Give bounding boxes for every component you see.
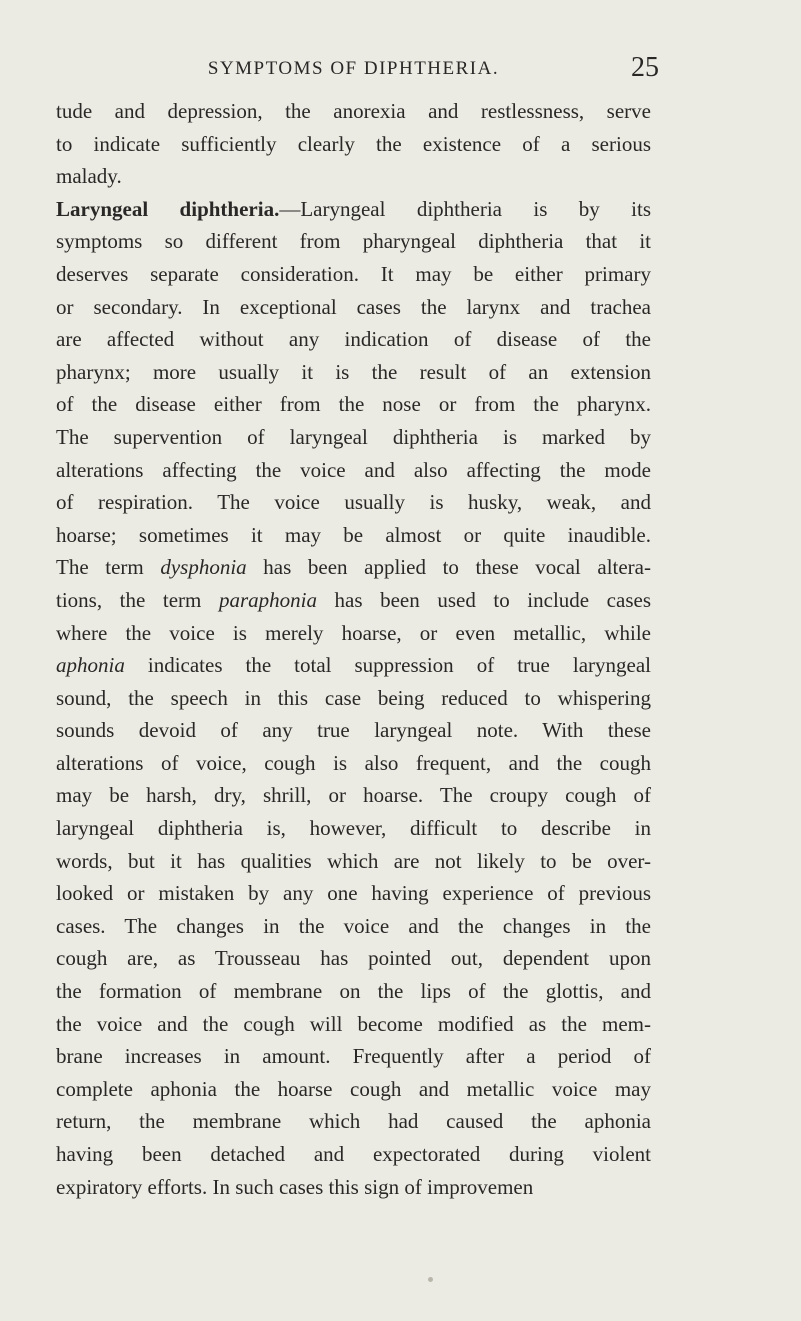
running-title: SYMPTOMS OF DIPHTHERIA.	[207, 58, 500, 79]
text-run: brane increases in amount. Frequently after a period of	[56, 1044, 651, 1069]
text-line	[56, 356, 651, 389]
running-head	[56, 52, 659, 86]
body-text	[56, 95, 651, 1203]
text-line	[56, 388, 651, 421]
text-run: sounds devoid of any true laryngeal note. With these	[56, 718, 651, 743]
italic-term: aphonia	[56, 653, 125, 678]
text-run: tude and depression, the anorexia and restlessness, serve	[56, 99, 651, 123]
text-line	[56, 714, 651, 747]
page-number: 25	[631, 52, 659, 83]
text-run: cases. The changes in the voice and the changes in the	[56, 913, 651, 938]
page-speck	[428, 1277, 433, 1282]
text-line	[56, 649, 651, 682]
text-line	[56, 291, 651, 324]
text-run: looked or mistaken by any one having experience of previous	[56, 881, 651, 906]
text-run: has been applied to these vocal altera-	[246, 555, 651, 580]
text-run: symptoms so different from pharyngeal diphtheria that it	[56, 229, 651, 254]
text-run: complete aphonia the hoarse cough and metallic voice may	[56, 1076, 651, 1101]
text-line	[56, 421, 651, 454]
text-line	[56, 95, 651, 128]
text-run: laryngeal diphtheria is, however, difficult to describe in	[56, 816, 651, 841]
text-line	[56, 845, 651, 878]
text-run: has been used to include cases	[316, 587, 651, 612]
text-line	[56, 1040, 651, 1073]
text-run: of the disease either from the nose or from the pharynx.	[56, 392, 651, 417]
text-line	[56, 747, 651, 780]
text-line	[56, 682, 651, 715]
text-run: the voice and the cough will become modified as the mem-	[56, 1011, 651, 1036]
text-run: deserves separate consideration. It may be either primary	[56, 261, 651, 286]
text-line	[56, 1138, 651, 1171]
text-run: The supervention of laryngeal diphtheria is marked by	[56, 424, 651, 449]
text-run: —Laryngeal diphtheria is by its	[279, 196, 651, 221]
text-run: are affected without any indication of disease of the	[56, 327, 651, 352]
text-line	[56, 1171, 651, 1204]
text-line	[56, 1008, 651, 1041]
text-line	[56, 812, 651, 845]
text-line	[56, 193, 651, 226]
text-run: hoarse; sometimes it may be almost or quite inaudible.	[56, 522, 651, 547]
text-run: return, the membrane which had caused the aphonia	[56, 1109, 651, 1134]
text-run: the formation of membrane on the lips of the glottis, and	[56, 979, 651, 1004]
text-run: where the voice is merely hoarse, or even metallic, while	[56, 620, 651, 645]
text-run: The term	[56, 555, 161, 580]
text-line	[56, 1105, 651, 1138]
text-run: alterations affecting the voice and also affecting the mode	[56, 457, 651, 482]
text-run: words, but it has qualities which are not likely to be over-	[56, 848, 651, 873]
text-run: of respiration. The voice usually is husky, weak, and	[56, 490, 651, 515]
text-line	[56, 779, 651, 812]
text-run: may be harsh, dry, shrill, or hoarse. The croupy cough of	[56, 783, 651, 808]
section-heading: Laryngeal diphtheria.	[56, 196, 280, 221]
text-run: tions, the term	[56, 587, 219, 612]
text-line	[56, 877, 651, 910]
text-run: expiratory efforts. In such cases this sign of improvemen	[56, 1174, 534, 1199]
text-line	[56, 519, 651, 552]
text-run: to indicate sufficiently clearly the existence of a serious	[56, 131, 651, 156]
text-run: having been detached and expectorated during violent	[56, 1142, 651, 1166]
text-line	[56, 617, 651, 650]
text-line	[56, 225, 651, 258]
text-line	[56, 454, 651, 487]
text-run: indicates the total suppression of true laryngeal	[124, 653, 651, 678]
text-line	[56, 128, 651, 161]
text-run: pharynx; more usually it is the result of an extension	[56, 359, 651, 384]
text-run: cough are, as Trousseau has pointed out, dependent upon	[56, 946, 651, 971]
text-run: alterations of voice, cough is also frequent, and the cough	[56, 750, 651, 775]
text-run: sound, the speech in this case being reduced to whispering	[56, 685, 651, 710]
text-line	[56, 975, 651, 1008]
text-line	[56, 258, 651, 291]
italic-term: dysphonia	[160, 555, 247, 580]
text-line	[56, 486, 651, 519]
text-line	[56, 910, 651, 943]
text-line	[56, 323, 651, 356]
text-line	[56, 160, 651, 193]
text-line	[56, 1073, 651, 1106]
text-line	[56, 942, 651, 975]
text-line	[56, 584, 651, 617]
text-line	[56, 551, 651, 584]
text-run: malady.	[56, 164, 122, 189]
italic-term: paraphonia	[218, 587, 317, 612]
text-run: or secondary. In exceptional cases the larynx and trachea	[56, 294, 651, 319]
